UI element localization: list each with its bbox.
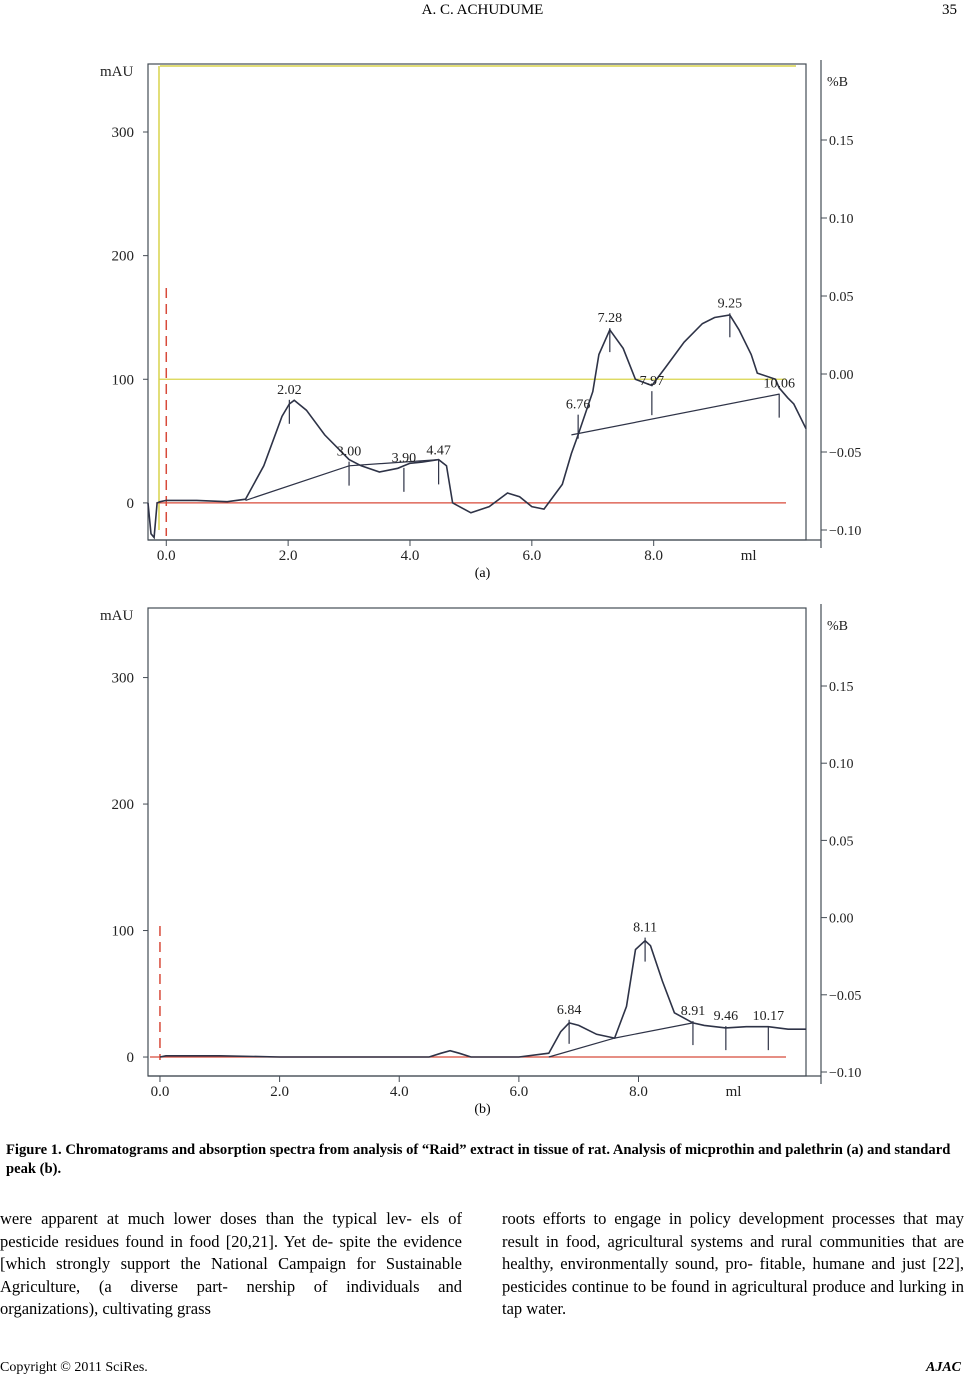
y-right-tick-label: 0.00 (829, 911, 854, 927)
y-right-axis-label: %B (827, 619, 848, 634)
peak-label: 10.06 (763, 376, 795, 392)
peak-label: 8.91 (680, 1004, 706, 1020)
chromatogram-b (88, 598, 878, 1103)
page-number: 35 (942, 2, 957, 18)
x-tick-label: 4.0 (389, 1084, 409, 1100)
peak-label: 2.02 (277, 382, 302, 398)
footer-copyright: Copyright © 2011 SciRes. (0, 1360, 148, 1375)
y-left-tick-label: 300 (111, 125, 134, 141)
x-tick-label: 2.0 (270, 1084, 289, 1100)
x-tick-label: 6.0 (522, 548, 542, 560)
y-right-tick-label: −0.10 (829, 1066, 862, 1081)
y-right-tick-label: 0.05 (829, 834, 854, 850)
y-left-tick-label: 0 (126, 1050, 134, 1067)
x-tick-label: 8.0 (644, 548, 664, 560)
peak-label: 7.97 (639, 374, 665, 390)
y-left-tick-label: 200 (111, 797, 134, 814)
y-right-tick-label: −0.05 (829, 988, 862, 1004)
x-tick-label: 0.0 (156, 548, 176, 560)
y-right-tick-label: 0.10 (829, 757, 854, 773)
y-right-tick-label: 0.10 (829, 212, 854, 227)
peak-label: 3.00 (336, 444, 362, 460)
peak-label: 9.46 (713, 1009, 739, 1025)
y-right-tick-label: 0.15 (829, 680, 854, 695)
body-text-left-column: were apparent at much lower doses than the typical lev- els of pesticide residues found in food [20,21]. Yet de- spite the evidence [which strongly support the National Campaign for Sustainable Agriculture, (a diverse part- nership of individuals and organizations), cultivating grass (0, 1209, 462, 1319)
y-right-tick-label: 0.00 (829, 368, 854, 383)
figure-caption: Figure 1. Chromatograms and absorption spectra from analysis of “Raid” extract in tissue of rat. Analysis of micprothin and palethrin (a) and standard peak (b). (6, 1142, 951, 1177)
chromatogram-a (88, 50, 878, 560)
x-tick-label: 0.0 (150, 1084, 170, 1100)
panel-label-a: (a) (474, 566, 491, 581)
plot-frame (148, 608, 806, 1076)
panel-label-b: (b) (474, 1102, 491, 1117)
y-left-tick-label: 100 (111, 923, 134, 940)
y-right-axis-label: %B (827, 75, 848, 90)
peak-label: 6.76 (565, 397, 591, 413)
x-tick-label: 4.0 (400, 548, 420, 560)
running-header-author: A. C. ACHUDUME (421, 2, 544, 18)
x-tick-label: 2.0 (278, 548, 298, 560)
x-tick-label: 6.0 (509, 1084, 529, 1100)
y-left-axis-label: mAU (100, 64, 134, 80)
y-left-tick-label: 300 (111, 670, 134, 687)
x-tick-label: 8.0 (629, 1084, 648, 1100)
y-right-tick-label: 0.05 (829, 290, 854, 305)
peak-label: 10.17 (752, 1009, 785, 1025)
x-axis-unit-label: ml (740, 548, 757, 560)
peak-label: 9.25 (717, 296, 743, 312)
plot-frame (148, 64, 806, 540)
y-left-tick-label: 100 (111, 372, 134, 389)
y-left-axis-label: mAU (100, 608, 134, 624)
y-right-tick-label: −0.10 (829, 524, 862, 539)
x-axis-unit-label: ml (725, 1084, 742, 1100)
footer-journal: AJAC (925, 1360, 961, 1375)
y-left-tick-label: 0 (126, 495, 134, 512)
y-left-tick-label: 200 (111, 248, 134, 265)
body-text-right-column: roots efforts to engage in policy development processes that may result in food, agricultural systems and rural communities that are healthy, environmentally sound, pro- fitable, humane and just [22], pesticides continue to be found in agricultural produce and lurking in tap water. (502, 1209, 964, 1319)
y-right-tick-label: −0.05 (829, 446, 862, 461)
y-right-tick-label: 0.15 (829, 134, 854, 149)
peak-label: 3.90 (391, 450, 417, 466)
peak-label: 7.28 (597, 311, 623, 327)
peak-label: 4.47 (426, 443, 451, 459)
peak-label: 8.11 (633, 920, 658, 936)
peak-label: 6.84 (556, 1002, 582, 1018)
